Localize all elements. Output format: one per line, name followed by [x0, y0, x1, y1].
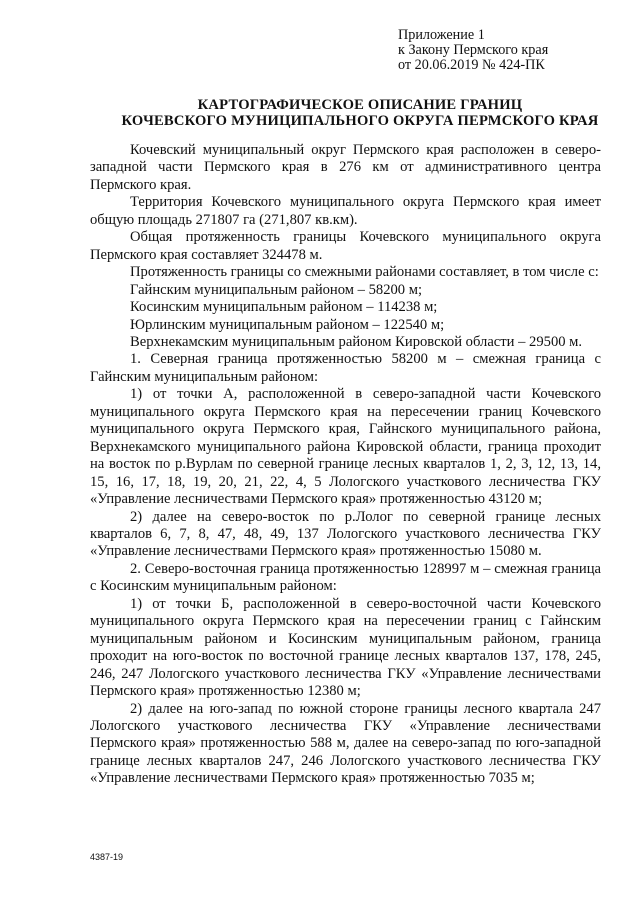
title-line-1: КАРТОГРАФИЧЕСКОЕ ОПИСАНИЕ ГРАНИЦ [197, 97, 523, 113]
paragraph: 2) далее на юго-запад по южной стороне границы лесного квартала 247 Лологского участкового лесничества ГКУ «Управление лесничествами Пермского края» протяженностью 588 м, далее на северо-запад по юго-западной границе лесных кварталов 247, 246 Лологского участкового лесничества ГКУ «Управление лесничествами Пермского края» протяженностью 7035 м; [90, 700, 601, 787]
appendix-line-3: от 20.06.2019 № 424-ПК [398, 57, 545, 73]
appendix-line-2: к Закону Пермского края [398, 42, 549, 58]
paragraph: Гайнским муниципальным районом – 58200 м; [130, 281, 423, 298]
title-line-2: КОЧЕВСКОГО МУНИЦИПАЛЬНОГО ОКРУГА ПЕРМСКОГО КРАЯ [121, 113, 599, 129]
document-title [60, 97, 640, 129]
paragraph: 2. Северо-восточная граница протяженностью 128997 м – смежная граница с Косинским муниципальным районом: [90, 560, 601, 595]
paragraph: Кочевский муниципальный округ Пермского края расположен в северо-западной части Пермского края в 276 км от административного центра Пермского края. [90, 142, 601, 193]
paragraph: 1) от точки Б, расположенной в северо-восточной части Кочевского муниципального округа Пермского края на пересечении границ с Гайнским муниципальным районом и Косинским муниципальным районом, граница проходит на юго-восток по восточной границе лесных кварталов 137, 178, 245, 246, 247 Лологского участкового лесничества ГКУ «Управление лесничествами Пермского края» протяженностью 12380 м; [90, 595, 601, 700]
paragraph: 1. Северная граница протяженностью 58200 м – смежная граница с Гайнским муниципальным районом: [90, 351, 601, 385]
paragraph: Территория Кочевского муниципального округа Пермского края имеет общую площадь 271807 га (271,807 кв.км). [90, 194, 601, 228]
paragraph: Юрлинским муниципальным районом – 122540 м; [130, 316, 445, 333]
paragraph: Верхнекамским муниципальным районом Кировской области – 29500 м. [130, 333, 583, 350]
document-code: 4387-19 [90, 852, 124, 862]
appendix-header [398, 28, 548, 73]
paragraph: Протяженность границы со смежными районами составляет, в том числе с: [130, 264, 599, 281]
paragraph: Общая протяженность границы Кочевского муниципального округа Пермского края составляет 324478 м. [90, 229, 601, 263]
paragraph: Косинским муниципальным районом – 114238 м; [130, 299, 438, 316]
paragraph: 1) от точки А, расположенной в северо-западной части Кочевского муниципального округа Пермского края на пересечении границ Кочевского муниципального округа Пермского края, Гайнского муниципального района, Верхнекамского муниципального района Кировской области, граница проходит на восток по р.Вурлам по северной границе лесных кварталов 1, 2, 3, 12, 13, 14, 15, 16, 17, 18, 19, 20, 21, 22, 4, 5 Лологского участкового лесничества ГКУ «Управление лесничествами Пермского края» протяженностью 43120 м; [90, 386, 601, 508]
document-body [90, 142, 601, 788]
appendix-line-1: Приложение 1 [398, 27, 485, 43]
paragraph: 2) далее на северо-восток по р.Лолог по северной границе лесных кварталов 6, 7, 8, 47, 48, 49, 137 Лологского участкового лесничества ГКУ «Управление лесничествами Пермского края» протяженностью 15080 м. [90, 508, 601, 560]
